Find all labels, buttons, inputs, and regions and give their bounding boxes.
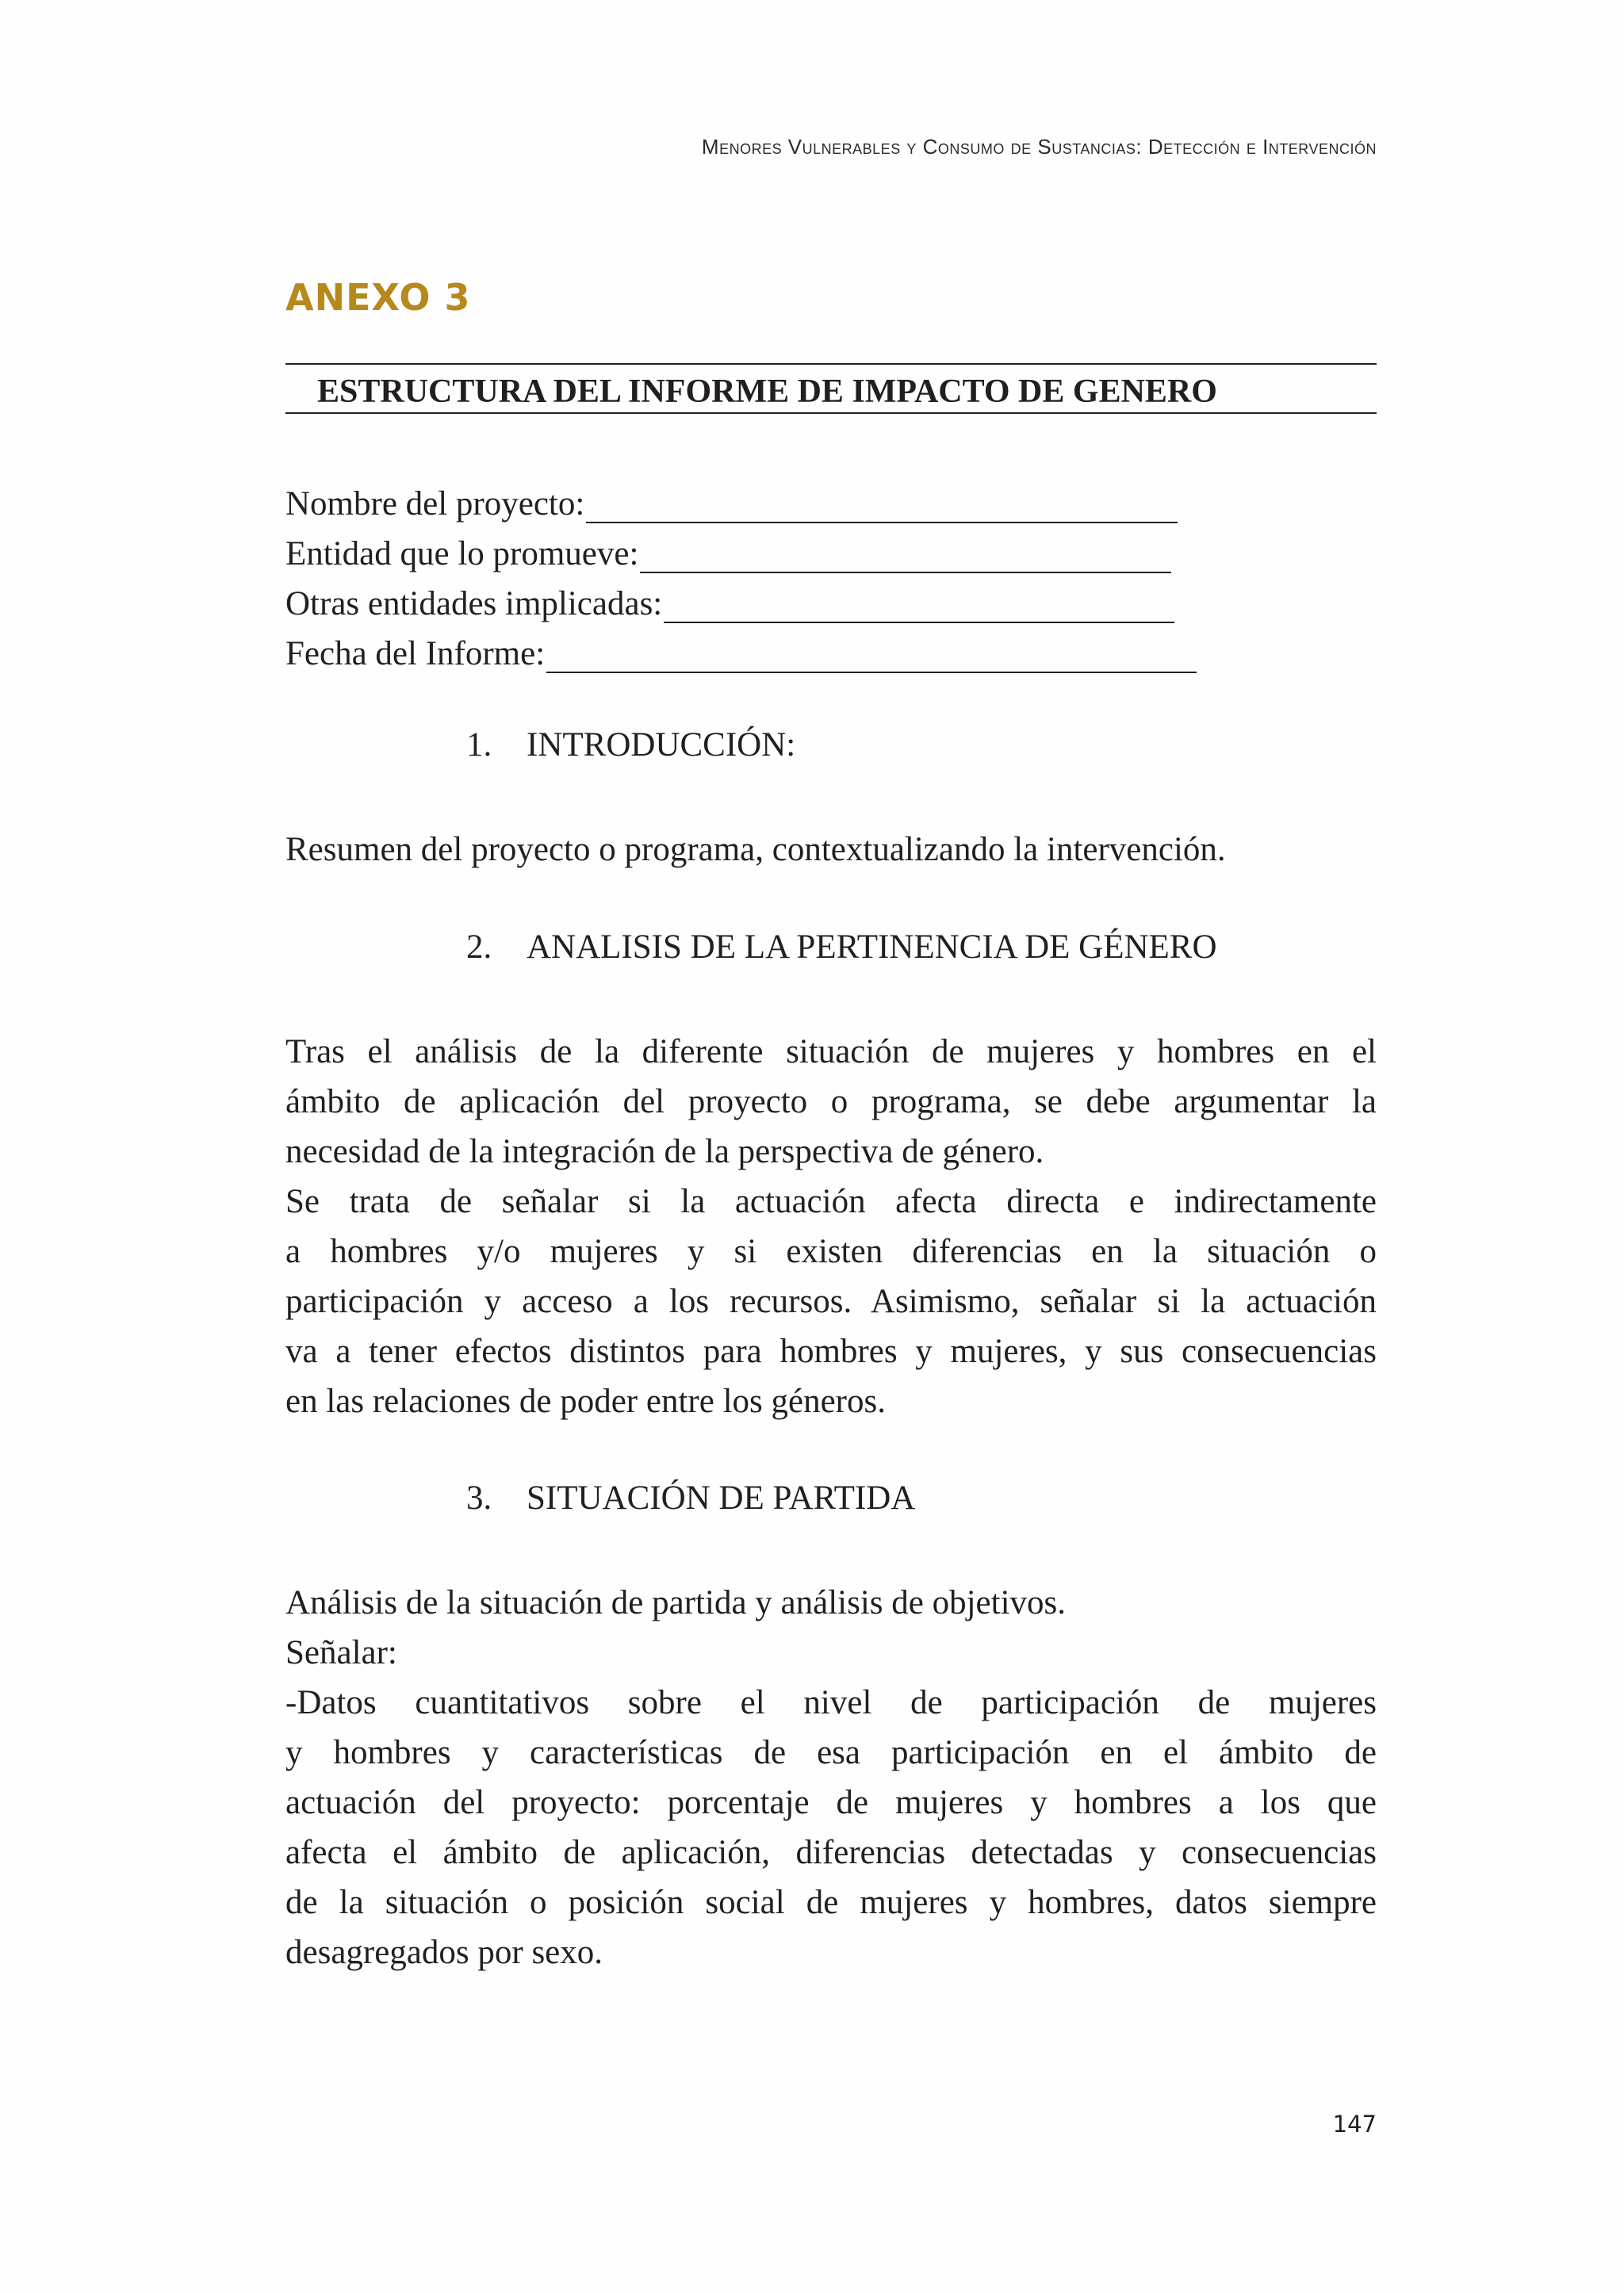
structure-title: ESTRUCTURA DEL INFORME DE IMPACTO DE GENERO [317, 373, 1217, 410]
section-title: ANALISIS DE LA PERTINENCIA DE GÉNERO [527, 928, 1217, 966]
field-blank-line [640, 540, 1171, 573]
paragraph-line: actuación del proyecto: porcentaje de mujeres y hombres a los que [285, 1784, 1377, 1821]
field-project-name [285, 476, 1178, 523]
paragraph-line: -Datos cuantitativos sobre el nivel de participación de mujeres [285, 1684, 1377, 1721]
paragraph-line: Señalar: [285, 1634, 397, 1671]
paragraph-line: Análisis de la situación de partida y análisis de objetivos. [285, 1584, 1067, 1621]
section-number: 3. [466, 1480, 492, 1517]
field-blank-line [586, 490, 1178, 523]
paragraph-line: Se trata de señalar si la actuación afecta directa e indirectamente [285, 1183, 1377, 1220]
section-heading-starting-situation [466, 1479, 915, 1518]
paragraph-line: y hombres y características de esa participación en el ámbito de [285, 1734, 1377, 1771]
paragraph-line: afecta el ámbito de aplicación, diferencias detectadas y consecuencias [285, 1834, 1377, 1871]
section-paragraph-gender-relevance [285, 1027, 1377, 1426]
page-number: 147 [1332, 2111, 1377, 2138]
section-number: 1. [466, 726, 492, 764]
field-label: Entidad que lo promueve: [285, 535, 639, 572]
paragraph-line: en las relaciones de poder entre los géneros. [285, 1383, 886, 1420]
paragraph-line: participación y acceso a los recursos. Asimismo, señalar si la actuación [285, 1283, 1377, 1320]
title-rule-top [285, 363, 1377, 365]
section-heading-gender-relevance [466, 928, 1217, 967]
section-number: 2. [466, 928, 492, 966]
paragraph-line: Resumen del proyecto o programa, contextualizando la intervención. [285, 831, 1226, 868]
field-label: Fecha del Informe: [285, 635, 546, 672]
field-label: Otras entidades implicadas: [285, 585, 663, 622]
field-label: Nombre del proyecto: [285, 485, 585, 523]
field-blank-line [546, 640, 1197, 673]
section-title: INTRODUCCIÓN: [527, 726, 796, 764]
section-heading-introduction [466, 725, 795, 764]
section-paragraph-starting-situation [285, 1578, 1377, 1977]
section-paragraph-introduction [285, 825, 1377, 875]
paragraph-line: desagregados por sexo. [285, 1934, 603, 1971]
field-report-date [285, 626, 1197, 673]
paragraph-line: a hombres y/o mujeres y si existen diferencias en la situación o [285, 1233, 1377, 1270]
field-promoting-entity [285, 526, 1171, 573]
paragraph-line: Tras el análisis de la diferente situación de mujeres y hombres en el [285, 1033, 1377, 1070]
paragraph-line: necesidad de la integración de la perspectiva de género. [285, 1133, 1044, 1170]
title-rule-bottom [285, 412, 1377, 414]
paragraph-line: de la situación o posición social de mujeres y hombres, datos siempre [285, 1884, 1377, 1921]
section-title: SITUACIÓN DE PARTIDA [527, 1480, 916, 1517]
annex-label: ANEXO 3 [285, 276, 471, 319]
field-other-entities [285, 576, 1174, 623]
paragraph-line: va a tener efectos distintos para hombres y mujeres, y sus consecuencias [285, 1333, 1377, 1370]
paragraph-line: ámbito de aplicación del proyecto o programa, se debe argumentar la [285, 1083, 1377, 1120]
field-blank-line [664, 590, 1174, 623]
running-header: Menores Vulnerables y Consumo de Sustancias: Detección e Intervención [701, 135, 1377, 159]
